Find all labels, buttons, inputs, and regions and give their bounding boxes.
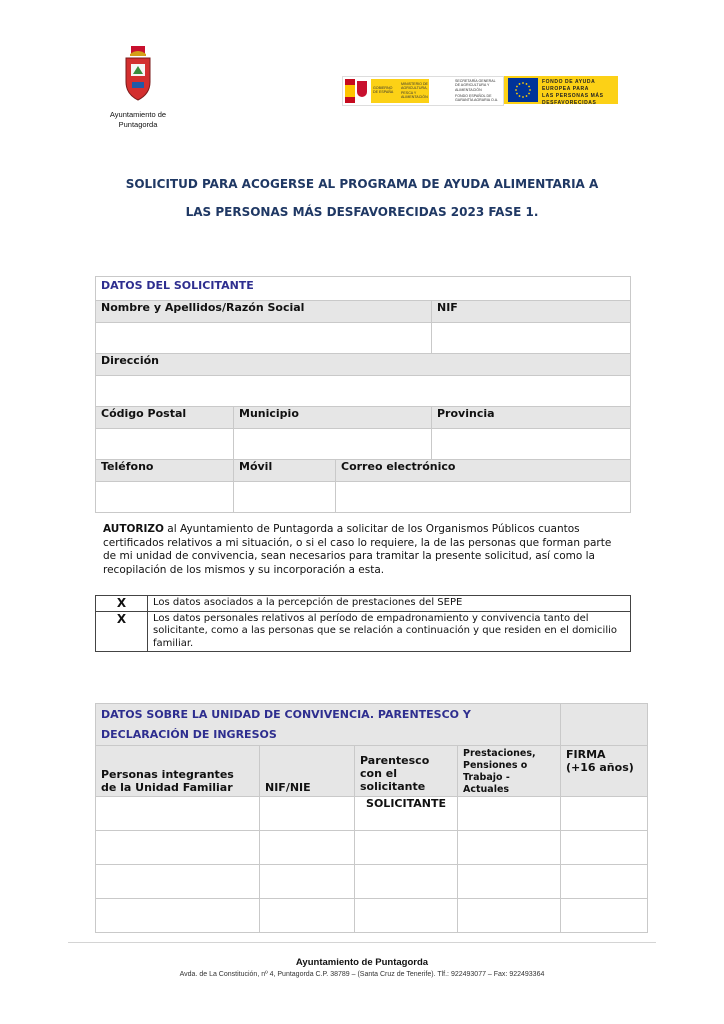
authorization-text (103, 523, 623, 577)
title-line: SOLICITUD PARA ACOGERSE AL PROGRAMA DE AYUDA ALIMENTARIA A (125, 177, 599, 191)
cell-nif[interactable] (260, 899, 355, 933)
eu-text: FONDO DE AYUDA (542, 79, 596, 85)
ayuntamiento-line: Puntagorda (118, 120, 158, 129)
col-parentesco: Parentesco con el solicitante (355, 746, 458, 797)
cell-parentesco[interactable] (355, 831, 458, 865)
cell-nif[interactable] (260, 865, 355, 899)
applicant-table (95, 276, 631, 513)
gob-text: FONDO ESPAÑOL DE GARANTÍA AGRARIA O.A. (455, 94, 499, 103)
consent-table (95, 595, 631, 652)
cell-parentesco[interactable] (355, 865, 458, 899)
table-row (96, 831, 648, 865)
cell-personas[interactable] (96, 865, 260, 899)
municipal-logo (96, 44, 180, 130)
label-telefono: Teléfono (96, 460, 234, 482)
consent-mark[interactable]: X (96, 611, 148, 652)
gob-text: SECRETARÍA GENERAL DE AGRICULTURA Y ALIMENTACIÓN (455, 79, 496, 92)
consent-text: Los datos personales relativos al período de empadronamiento y convivencia tanto del solicitante, como a las personas que se relación a continuación y que residen en el domicilio familiar. (148, 611, 631, 652)
cell-personas[interactable] (96, 899, 260, 933)
eu-text: LAS PERSONAS MÁS (542, 93, 604, 99)
label-municipio: Municipio (234, 407, 432, 429)
cell-prestaciones[interactable] (458, 797, 561, 831)
telefono-field[interactable] (96, 482, 234, 513)
consent-text: Los datos asociados a la percepción de prestaciones del SEPE (148, 596, 631, 612)
spain-flag-icon (345, 79, 355, 103)
eu-fund-logo (504, 76, 618, 104)
col-firma: FIRMA (+16 años) (561, 746, 648, 797)
cell-nif[interactable] (260, 831, 355, 865)
footer-divider (68, 942, 656, 943)
gob-text: MINISTERIO DE AGRICULTURA, PESCA Y ALIMENTACIÓN (401, 82, 428, 100)
cell-firma[interactable] (561, 899, 648, 933)
provincia-field[interactable] (432, 429, 631, 460)
label-nombre: Nombre y Apellidos/Razón Social (96, 301, 432, 323)
section-heading (96, 704, 561, 746)
label-cp: Código Postal (96, 407, 234, 429)
direccion-field[interactable] (96, 376, 631, 407)
page-title (60, 170, 664, 226)
autorizo-body: al Ayuntamiento de Puntagorda a solicitar de los Organismos Públicos cuantos certificados relativos a mi situación, o si el caso lo requiere, la de las personas que forman parte de mi unidad de convivencia, sean necesarios para tramitar la presente solicitud, así como la recopilación de los mismos y su incorporación a esta. (103, 523, 612, 576)
heading-line: DECLARACIÓN DE INGRESOS (101, 728, 277, 741)
correo-field[interactable] (336, 482, 631, 513)
cell-prestaciones[interactable] (458, 899, 561, 933)
cell-parentesco: SOLICITANTE (355, 797, 458, 831)
cell-firma[interactable] (561, 865, 648, 899)
gob-text: GOBIERNO DE ESPAÑA (373, 86, 394, 95)
autorizo-bold: AUTORIZO (103, 523, 164, 535)
label-direccion: Dirección (96, 354, 631, 376)
table-row (96, 865, 648, 899)
table-row (96, 899, 648, 933)
nombre-field[interactable] (96, 323, 432, 354)
footer (60, 956, 664, 980)
table-row (96, 797, 648, 831)
cell-parentesco[interactable] (355, 899, 458, 933)
cell-firma[interactable] (561, 797, 648, 831)
movil-field[interactable] (234, 482, 336, 513)
cell-firma[interactable] (561, 831, 648, 865)
cell-prestaciones[interactable] (458, 865, 561, 899)
eu-text: EUROPEA PARA (542, 86, 589, 92)
cell-personas[interactable] (96, 797, 260, 831)
section-heading: DATOS DEL SOLICITANTE (96, 277, 631, 301)
cell-personas[interactable] (96, 831, 260, 865)
cell-nif[interactable] (260, 797, 355, 831)
label-movil: Móvil (234, 460, 336, 482)
label-provincia: Provincia (432, 407, 631, 429)
col-prestaciones: Prestaciones, Pensiones o Trabajo - Actuales (458, 746, 561, 797)
col-personas: Personas integrantes de la Unidad Familiar (96, 746, 260, 797)
cell-prestaciones[interactable] (458, 831, 561, 865)
col-nif: NIF/NIE (260, 746, 355, 797)
spain-shield-icon (357, 81, 367, 97)
eu-flag-icon (508, 78, 538, 102)
nif-field[interactable] (432, 323, 631, 354)
ayuntamiento-line: Ayuntamiento de (109, 110, 167, 119)
cp-field[interactable] (96, 429, 234, 460)
household-table (95, 703, 648, 933)
footer-address: Avda. de La Constitución, nº 4, Puntagorda C.P. 38789 – (Santa Cruz de Tenerife). Tlf.: 922493077 – Fax: 922493364 (179, 971, 545, 978)
heading-line: DATOS SOBRE LA UNIDAD DE CONVIVENCIA. PARENTESCO Y (101, 708, 471, 721)
municipio-field[interactable] (234, 429, 432, 460)
consent-mark[interactable]: X (96, 596, 148, 612)
funding-logos (342, 76, 618, 104)
footer-title: Ayuntamiento de Puntagorda (295, 957, 429, 968)
gobierno-logo (342, 76, 504, 106)
title-line: LAS PERSONAS MÁS DESFAVORECIDAS 2023 FASE 1. (185, 205, 539, 219)
label-correo: Correo electrónico (336, 460, 631, 482)
coat-of-arms-icon (118, 44, 158, 104)
eu-text: DESFAVORECIDAS (542, 100, 597, 106)
label-nif: NIF (432, 301, 631, 323)
